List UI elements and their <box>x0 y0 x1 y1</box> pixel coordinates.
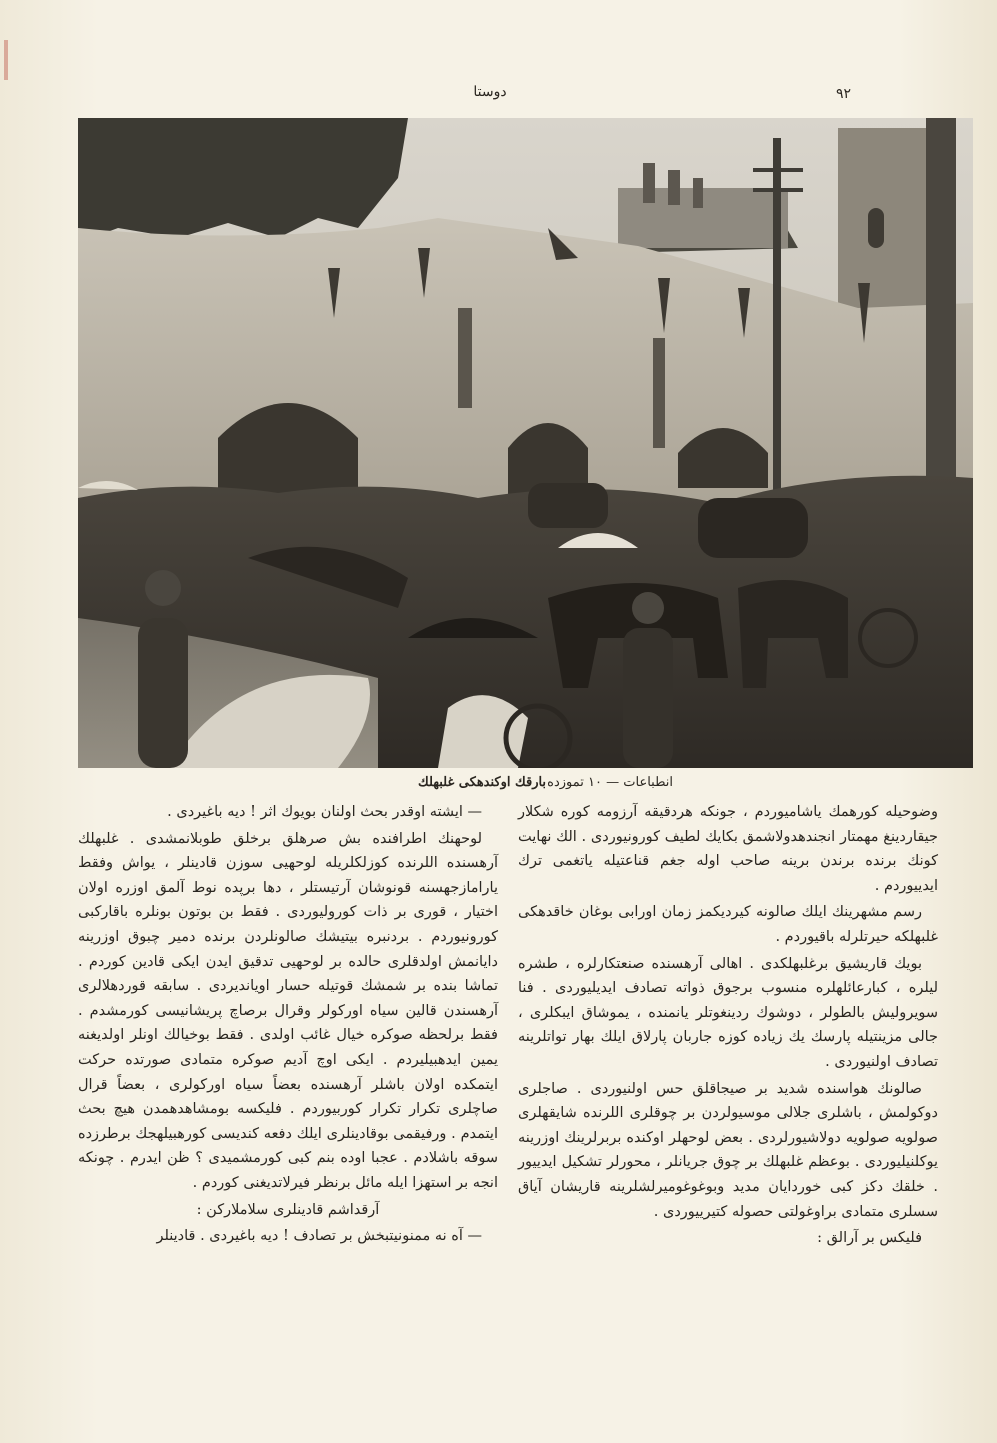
photograph <box>78 118 973 768</box>
page-number: ۹۲ <box>836 86 852 102</box>
paragraph: صالونك هواسنده شديد بر صيجاقلق حس اولنيوردى . صاجلرى دوكولمش ، باشلرى جلالى موسيولردن بر چوقلرى اللرنده شايقهلرى صولويه صولويه دولاشيورلردى . بعض لوحهلر اوكنده بربرلرينك اوزرينه يوكلنيليوردى . بوعظم غلبهلك بر چوق جريانلر ، محورلر تشكيل ايدييور . خلقك دكز كبى خوردايان مديد وبوغوغوميرلشلرينه قاريشان آياق سسلرى متمادى براوغولتى حصوله كتيرييوردى . <box>518 1080 938 1220</box>
paragraph: لوحهنك اطرافنده بش صرهلق برخلق طوبلانمشدى . غلبهلك آرهسنده اللرنده كوزلكلريله لوحهيى سوزن قادينلر ، يواش وفقط يارامازجهسنه قونوشان آرتيستلر ، دها برپده نوط آلمق اوزره اولان اختيار ، قورى بر ذات كوروليوردى . فقط بن بوتون بونلره باقاركبى كورونيوردم . بردنبره بيتيشك صالونلردن برنده دمير چبوق اوزرينه دايانمش اولدقلرى حالده بر لوحهيى تدقيق ايدن ايكى قادين كوردم . تماشا بنده بر شمشك قوتيله حسار اويانديردى . سابقه قوردهلالرى آرهسندن قالين سياه اوركولر وقرال برصاچ پريشانيسى كورمشدم . فقط برلحظه صوكره خيال غائب اولدى . فقط بوخيالك اونلر اولديغنه يمين ايدهبيليردم . ايكى اوچ آدیم صوكره متمادى صورتده حركت ايتمكده اولان باشلر آرهسنده بعضاً سياه اوركولرى ، بعضاً قرال صاچلرى تكرار تكرار كوربيوردم . فليكسه بومشاهدهمدن هيچ بحث ايتمدم . ورفيقمى بوقادينلرى ايلك دفعه كنديسى كورهبيلهجك برطرزده سوقه باشلادم . عجبا اوده بنم كبى كورمشميدى ؟ ظن ايدرم . چونكه انجه بر استهزا ايله مائل برنظر فيرلاتديغنى كوردم . <box>78 830 498 1191</box>
caption-section: انطباعات — ١٠ تموزده <box>547 775 673 790</box>
paragraph: فليكس بر آرالق : <box>817 1230 922 1247</box>
text-column-right <box>518 800 938 1253</box>
caption-title: بارقك اوكندهكى غلبهلك <box>418 775 547 790</box>
paragraph: آرقداشم قادينلرى سلاملاركن : <box>196 1201 380 1218</box>
photo-illustration <box>78 118 973 768</box>
text-column-left <box>78 800 498 1251</box>
running-head: دوستا <box>473 84 507 100</box>
paragraph: بويك قاريشيق برغلبهلكدى . اهالى آرهسنده صنعتكارلره ، طشره ليلره ، كبارعائلهلره منسوب برجوق ذواته تصادف ايديليوردى . فنا سويروليش بالطولر ، دوشوك ردينغوتلر يانمنده ، يموشاق ايبكلرى ، جالى مزينتيله پارسك يك زياده كوزه جاربان پارلاق ايلك بهار تواتلرينه تصادف اولنيوردى . <box>518 955 938 1070</box>
paragraph: وضوحيله كورهمك ياشاميوردم ، جونكه هردقيقه آرزومه كوره شكلار جيقاردينغ مهمتار انجندهدولاشمق بكايك لطيف كورونيوردى . الك نهايت كونك برنده برندن برينه صاحب اوله جغم قناعتيله ياتغمى ترك ايدييوردم . <box>518 804 938 894</box>
paragraph: — آه نه ممنونيتبخش بر تصادف ! ديه باغيردى . قادينلر <box>156 1228 482 1245</box>
paragraph: — ايشته اوقدر بحث اولنان بويوك اثر ! ديه باغيردى . <box>167 804 482 820</box>
edge-mark <box>4 40 8 80</box>
paragraph: رسم مشهرينك ايلك صالونه كيرديكمز زمان اورابى بوغان خاقدهكى غلبهلكه حيرتلرله باقيوردم . <box>518 904 938 945</box>
